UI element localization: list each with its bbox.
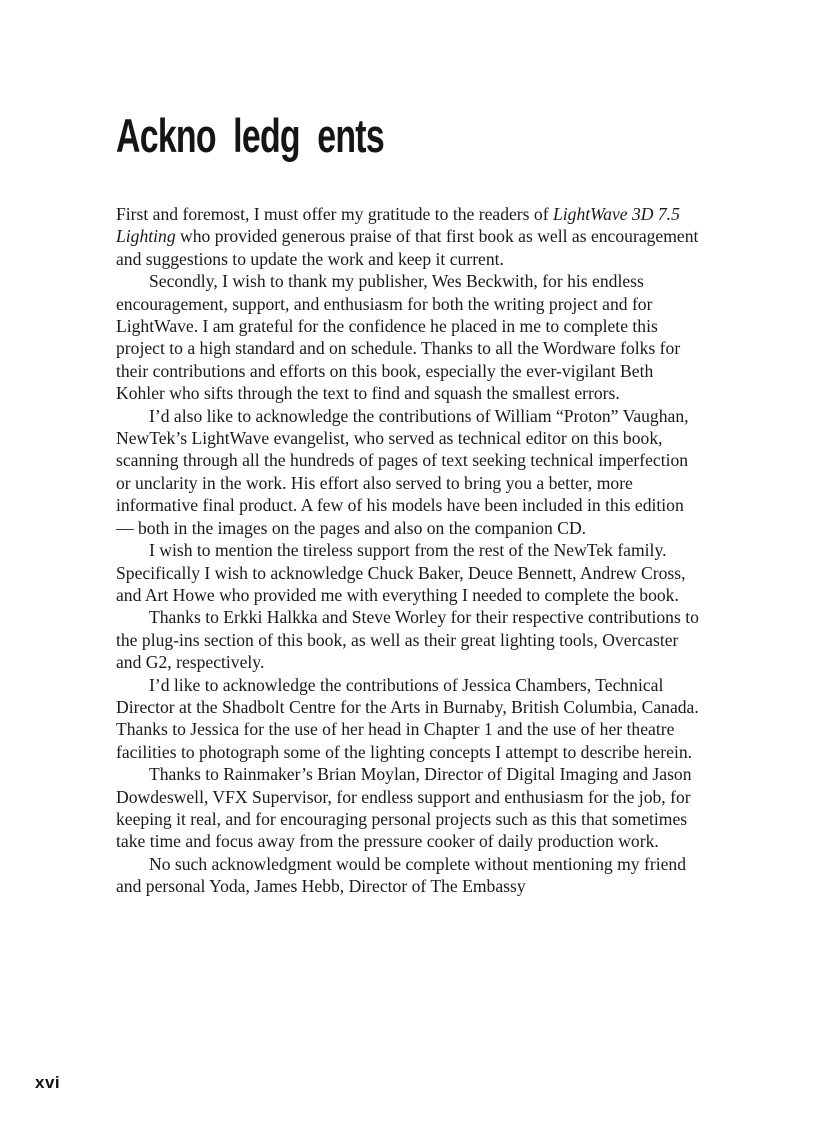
- paragraph-4: I wish to mention the tireless support from the rest of the NewTek family. Specifically I wish to acknowledge Chuck Baker, Deuce Bennett, Andrew Cross, and Art Howe who provided me with everything I needed to complete the book.: [116, 540, 686, 605]
- book-title: LightWave 3D 7.5 Lighting: [116, 204, 680, 247]
- paragraph-5: Thanks to Erkki Halkka and Steve Worley for their respective contributions to the plug-ins section of this book, as well as their great lighting tools, Overcaster and G2, respectively.: [116, 607, 699, 673]
- page-title: Ackno ledg ents: [116, 109, 384, 162]
- paragraph-2: Secondly, I wish to thank my publisher, Wes Beckwith, for his endless encouragement, support, and enthusiasm for both the writing project and for LightWave. I am grateful for the confidence he placed in me to complete this project to a high standard and on schedule. Thanks to all the Wordware folks for their contributions and efforts on this book, especially the ever-vigilant Beth Kohler who sifts through the text to find and squash the smallest errors.: [116, 271, 681, 404]
- paragraph-3: I’d also like to acknowledge the contributions of William “Proton” Vaughan, NewTek’s LightWave evangelist, who served as technical editor on this book, scanning through all the hundreds of pages of text seeking technical imperfection or unclarity in the work. His effort also served to bring you a better, more informative final product. A few of his models have been included in this edition — both in the images on the pages and also on the companion CD.: [116, 405, 689, 538]
- paragraph-1-rest: who provided generous praise of that first book as well as encouragement and suggestions to update the work and keep it current.: [116, 226, 699, 269]
- acknowledgments-body: [116, 203, 700, 898]
- paragraph-8: No such acknowledgment would be complete without mentioning my friend and personal Yoda, James Hebb, Director of The Embassy: [116, 853, 686, 897]
- paragraph-7: Thanks to Rainmaker’s Brian Moylan, Director of Digital Imaging and Jason Dowdeswell, VFX Supervisor, for endless support and enthusiasm for the job, for keeping it real, and for encouraging personal projects such as this that sometimes take time and focus away from the pressure cooker of daily production work.: [116, 764, 692, 852]
- paragraph-1: [116, 203, 700, 270]
- paragraph-1-lead: First and foremost, I must offer my gratitude to the readers of: [116, 204, 553, 224]
- page-number: xvi: [35, 1073, 61, 1092]
- paragraph-6: I’d like to acknowledge the contributions of Jessica Chambers, Technical Director at the Shadbolt Centre for the Arts in Burnaby, British Columbia, Canada. Thanks to Jessica for the use of her head in Chapter 1 and the use of her theatre facilities to photograph some of the lighting concepts I attempt to describe herein.: [116, 674, 699, 762]
